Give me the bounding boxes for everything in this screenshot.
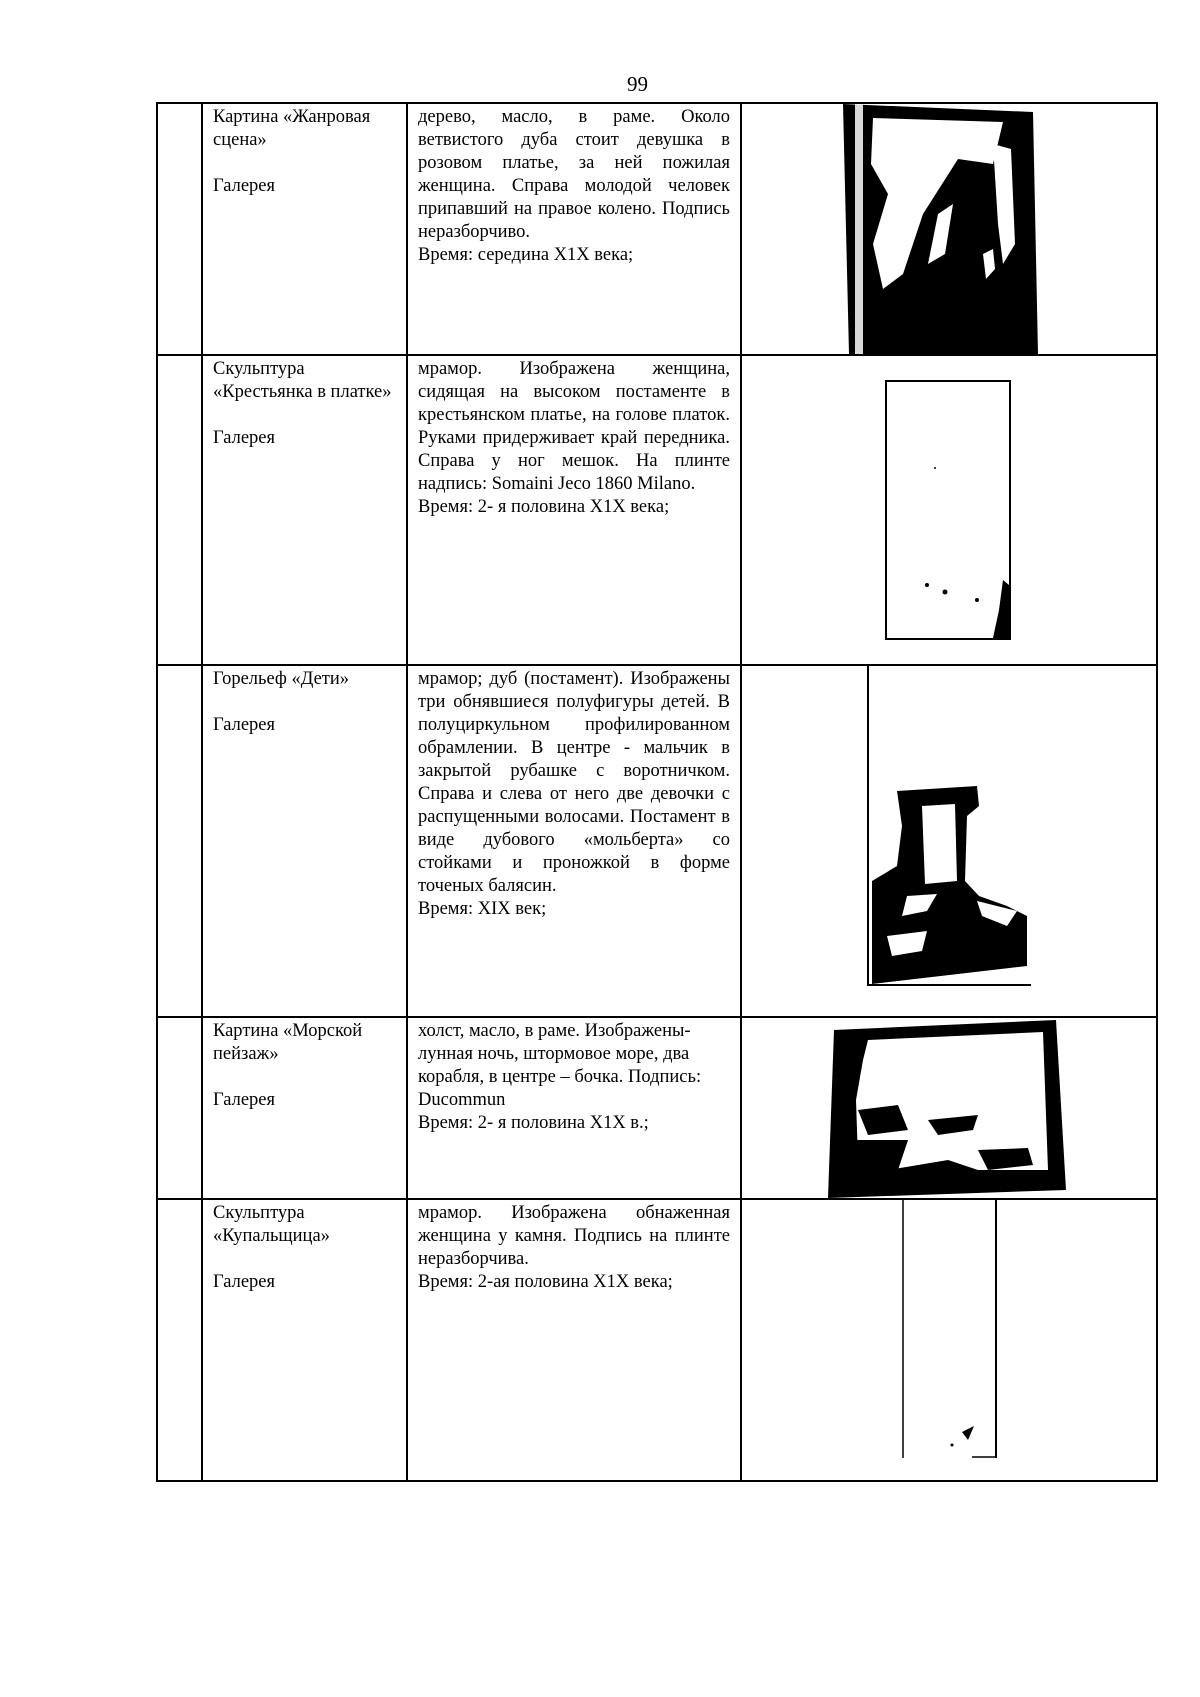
item-description: мрамор. Изображена женщина, сидящая на высоком постаменте в крестьянском платье, на голове платок. Руками придерживает край передника. Справа у ног мешок. На плинте надпись: Somaini Jeco 1860 Milano. <box>418 359 730 494</box>
item-time: Время: 2- я половина Х1Х в.; <box>418 1113 649 1133</box>
item-location: Галерея <box>213 1090 276 1110</box>
catalog-table <box>156 102 1158 1482</box>
item-description: мрамор. Изображена обнаженная женщина у камня. Подпись на плинте неразборчива. <box>418 1203 730 1269</box>
row-number-cell <box>157 1199 202 1481</box>
description-cell <box>407 1017 741 1199</box>
painting-photo-icon <box>843 104 1048 354</box>
table-row <box>157 1199 1157 1481</box>
title-cell <box>202 103 407 355</box>
row-number-cell <box>157 1017 202 1199</box>
photo-cell <box>741 103 1157 355</box>
relief-photo-icon <box>867 666 1031 986</box>
item-description: дерево, масло, в раме. Около ветвистого дуба стоит девушка в розовом платье, за ней пожилая женщина. Справа молодой человек припавший на правое колено. Подпись неразборчиво. <box>418 107 730 242</box>
item-location: Галерея <box>213 715 276 735</box>
title-cell <box>202 1199 407 1481</box>
item-title: Скульптура «Купальщица» <box>213 1203 330 1246</box>
title-cell <box>202 1017 407 1199</box>
item-description: мрамор; дуб (постамент). Изображены три обнявшиеся полуфигуры детей. В полуциркульном профилированном обрамлении. В центре - мальчик в закрытой рубашке с воротничком. Справа и слева от него две девочки с распущенными волосами. Постамент в виде дубового «мольберта» со стойками и проножкой в форме точеных балясин. <box>418 669 730 896</box>
table-row <box>157 1017 1157 1199</box>
seascape-photo-icon <box>828 1020 1070 1198</box>
sculpture-photo-icon <box>885 380 1011 640</box>
description-cell <box>407 103 741 355</box>
table-row <box>157 103 1157 355</box>
row-number-cell <box>157 103 202 355</box>
table-row <box>157 355 1157 665</box>
description-cell <box>407 355 741 665</box>
row-number-cell <box>157 665 202 1017</box>
item-description: холст, масло, в раме. Изображены- лунная ночь, штормовое море, два корабля, в центре – бочка. Подпись: Ducommun <box>418 1021 702 1110</box>
item-title: Картина «Морской пейзаж» <box>213 1021 363 1064</box>
title-cell <box>202 355 407 665</box>
title-cell <box>202 665 407 1017</box>
sculpture-photo-icon <box>902 1200 998 1458</box>
photo-cell <box>741 1017 1157 1199</box>
photo-cell <box>741 1199 1157 1481</box>
photo-cell <box>741 355 1157 665</box>
description-cell <box>407 1199 741 1481</box>
item-time: Время: середина Х1Х века; <box>418 245 634 265</box>
item-location: Галерея <box>213 176 276 196</box>
item-time: Время: 2- я половина Х1Х века; <box>418 497 670 517</box>
item-title: Картина «Жанровая сцена» <box>213 107 371 150</box>
item-title: Скульптура «Крестьянка в платке» <box>213 359 392 402</box>
item-location: Галерея <box>213 1272 276 1292</box>
item-title: Горельеф «Дети» <box>213 669 350 689</box>
table-row <box>157 665 1157 1017</box>
page-number: 99 <box>627 72 648 96</box>
item-time: Время: 2-ая половина Х1Х века; <box>418 1272 673 1292</box>
item-location: Галерея <box>213 428 276 448</box>
photo-cell <box>741 665 1157 1017</box>
row-number-cell <box>157 355 202 665</box>
item-time: Время: XIX век; <box>418 899 547 919</box>
description-cell <box>407 665 741 1017</box>
